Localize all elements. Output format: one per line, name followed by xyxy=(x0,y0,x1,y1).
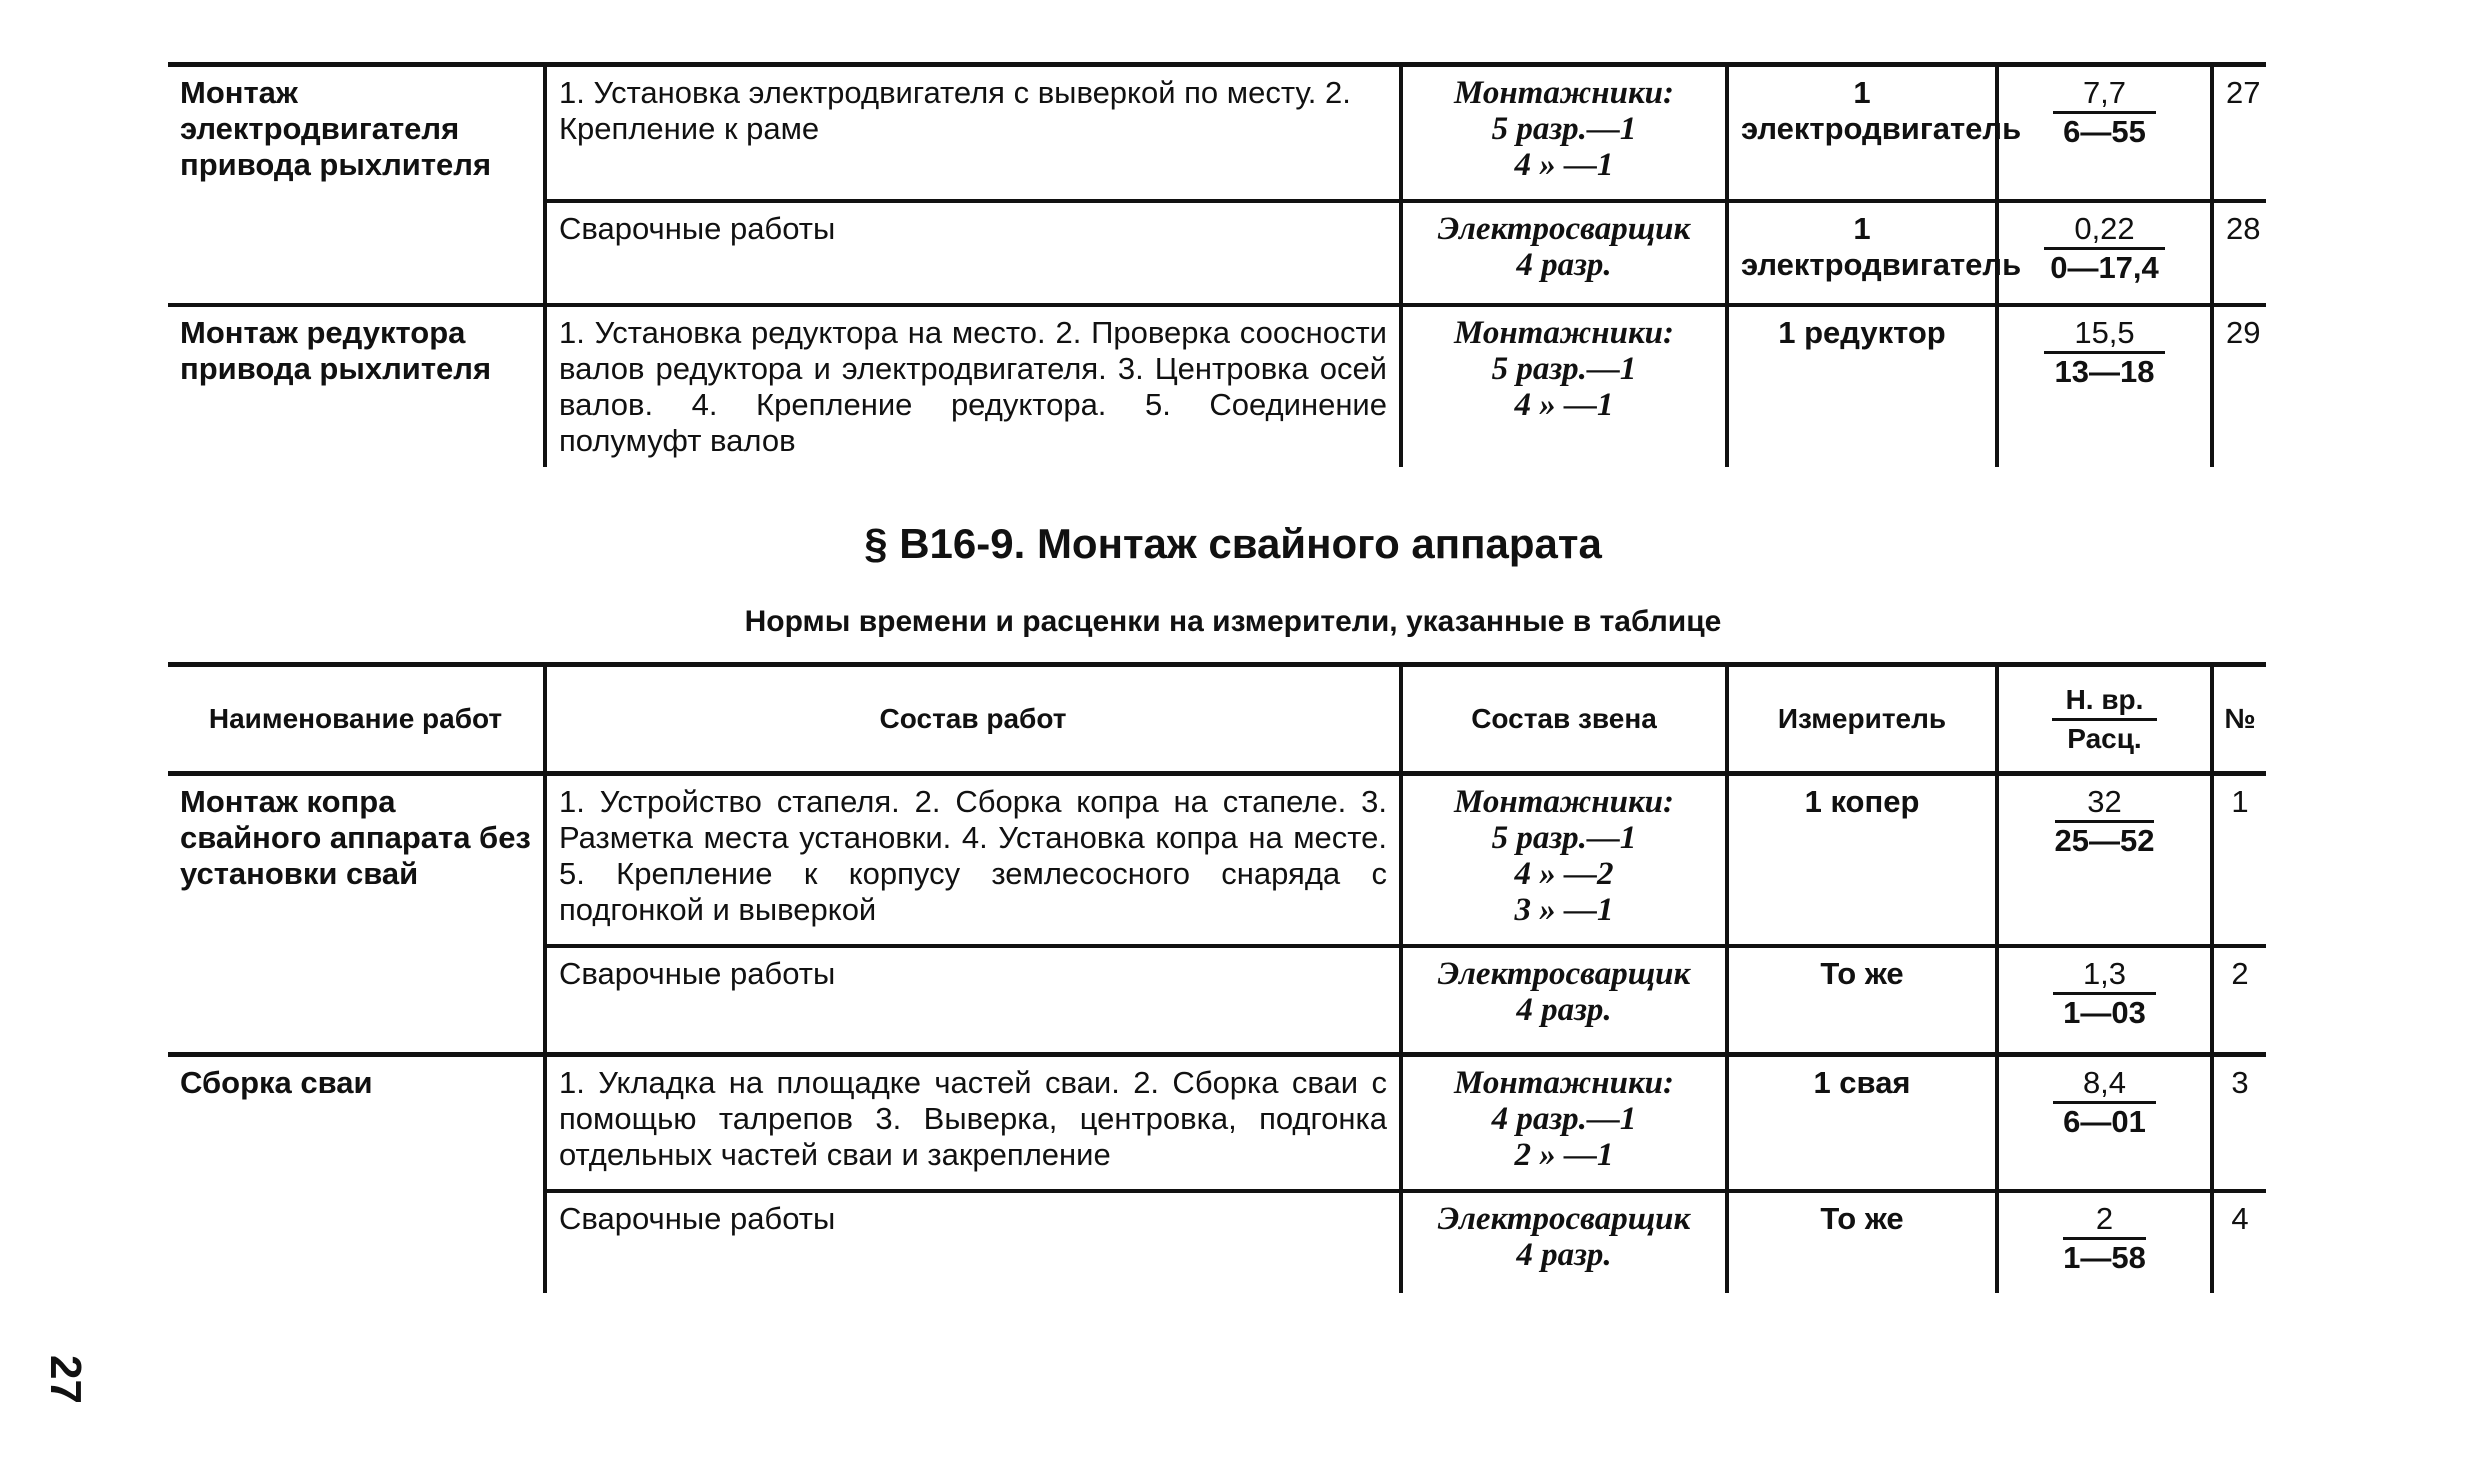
price: 13—18 xyxy=(2054,354,2155,389)
header-norm-price xyxy=(1995,667,2210,771)
unit: 1 свая xyxy=(1725,1057,1995,1189)
table-row xyxy=(168,771,2266,944)
header-unit: Измеритель xyxy=(1725,667,1995,771)
section-subtitle: Нормы времени и расценки на измерители, указанные в таблице xyxy=(744,605,1722,638)
work-composition: 1. Устройство стапеля. 2. Сборка копра на стапеле. 3. Разметка места установки. 4. Установка копра на месте. 5. Крепление к корпусу землесосного снаряда с подгонкой и выверкой xyxy=(543,776,1399,944)
norm-price xyxy=(1995,776,2210,944)
work-composition: Сварочные работы xyxy=(543,1189,1399,1293)
work-name: Сборка сваи xyxy=(180,1065,373,1100)
row-number: 29 xyxy=(2210,307,2266,467)
norm-price xyxy=(1995,944,2210,1052)
row-number: 2 xyxy=(2210,944,2266,1052)
price: 1—58 xyxy=(2063,1240,2146,1275)
price: 0—17,4 xyxy=(2050,250,2159,285)
empty-cell xyxy=(168,199,543,303)
unit: 1 электродвигатель xyxy=(1725,199,1995,303)
main-table xyxy=(168,662,2266,1293)
norm: 8,4 xyxy=(2053,1065,2156,1104)
norm: 2 xyxy=(2063,1201,2146,1240)
price: 1—03 xyxy=(2063,995,2146,1030)
unit: 1 редуктор xyxy=(1725,307,1995,467)
table-row xyxy=(168,944,2266,1052)
crew: Электросварщик 4 разр. xyxy=(1399,944,1725,1052)
norm: 0,22 xyxy=(2044,211,2164,250)
price: 25—52 xyxy=(2054,823,2155,858)
work-composition: 1. Установка электродвигателя с выверкой по месту. 2. Крепление к раме xyxy=(543,67,1399,199)
table-row xyxy=(168,199,2266,303)
work-composition: Сварочные работы xyxy=(543,944,1399,1052)
crew: Монтажники: 5 разр.—1 4 » —2 3 » —1 xyxy=(1399,776,1725,944)
price: 6—01 xyxy=(2063,1104,2146,1139)
header-work: Состав работ xyxy=(543,667,1399,771)
work-name: Монтаж копра свайного аппарата без установки свай xyxy=(180,784,531,891)
crew: Монтажники: 5 разр.—1 4 » —1 xyxy=(1399,307,1725,467)
norm: 15,5 xyxy=(2044,315,2164,354)
norm-price xyxy=(1995,199,2210,303)
row-number: 27 xyxy=(2210,67,2266,199)
crew: Электросварщик 4 разр. xyxy=(1399,1189,1725,1293)
norm-price xyxy=(1995,67,2210,199)
section-title: § В16-9. Монтаж свайного аппарата xyxy=(864,520,1602,567)
row-number: 28 xyxy=(2210,199,2266,303)
header-name: Наименование работ xyxy=(208,703,503,734)
top-table xyxy=(168,62,2266,467)
header-price: Расц. xyxy=(2067,722,2142,754)
norm: 32 xyxy=(2055,784,2155,823)
header-crew: Состав звена xyxy=(1399,667,1725,771)
crew: Электросварщик 4 разр. xyxy=(1399,199,1725,303)
unit: То же xyxy=(1725,1189,1995,1293)
header-row xyxy=(168,667,2266,771)
header-number: № xyxy=(2210,667,2266,771)
norm: 1,3 xyxy=(2053,956,2156,995)
crew: Монтажники: 4 разр.—1 2 » —1 xyxy=(1399,1057,1725,1189)
table-row xyxy=(168,67,2266,199)
table-row xyxy=(168,1052,2266,1189)
work-composition: Сварочные работы xyxy=(543,199,1399,303)
crew: Монтажники: 5 разр.—1 4 » —1 xyxy=(1399,67,1725,199)
empty-cell xyxy=(168,944,543,1052)
row-number: 1 xyxy=(2210,776,2266,944)
norm-price xyxy=(1995,1189,2210,1293)
empty-cell xyxy=(168,1189,543,1293)
work-name: Монтаж электродвигателя привода рыхлителя xyxy=(180,75,492,182)
row-number: 4 xyxy=(2210,1189,2266,1293)
row-number: 3 xyxy=(2210,1057,2266,1189)
norm-price xyxy=(1995,307,2210,467)
unit: 1 электродвигатель xyxy=(1725,67,1995,199)
header-norm: Н. вр. xyxy=(2052,682,2158,721)
unit: То же xyxy=(1725,944,1995,1052)
page-number: 27 xyxy=(41,1355,90,1404)
work-composition: 1. Укладка на площадке частей сваи. 2. Сборка сваи с помощью талрепов 3. Выверка, центровка, подгонка отдельных частей сваи и закрепление xyxy=(543,1057,1399,1189)
norm-price xyxy=(1995,1057,2210,1189)
work-name: Монтаж редуктора привода рыхлителя xyxy=(180,315,492,386)
price: 6—55 xyxy=(2063,114,2146,149)
norm: 7,7 xyxy=(2053,75,2156,114)
table-row xyxy=(168,303,2266,467)
table-row xyxy=(168,1189,2266,1293)
work-composition: 1. Установка редуктора на место. 2. Проверка соосности валов редуктора и электродвигателя. 3. Центровка осей валов. 4. Крепление редуктора. 5. Соединение полумуфт валов xyxy=(543,307,1399,467)
unit: 1 копер xyxy=(1725,776,1995,944)
